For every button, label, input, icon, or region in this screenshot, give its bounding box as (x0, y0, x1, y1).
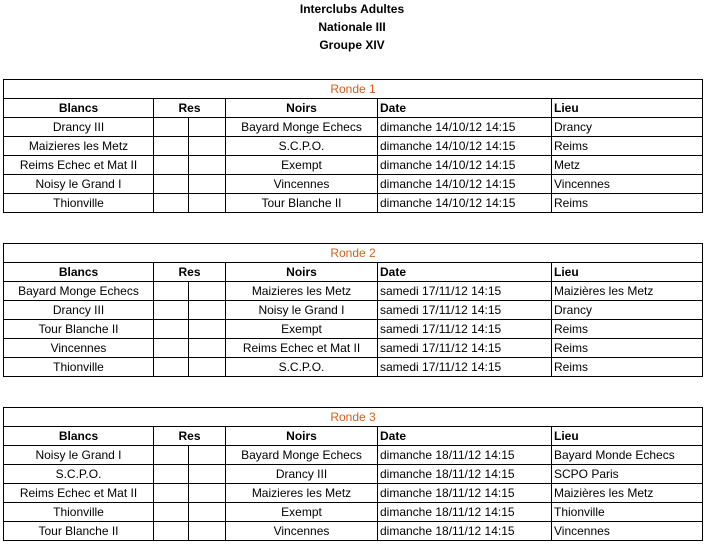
cell-res-noirs (189, 156, 226, 175)
table-row (4, 194, 703, 213)
column-header-blancs: Blancs (4, 99, 154, 118)
ronde-title-row (4, 80, 703, 99)
table-row (4, 503, 703, 522)
cell-date: samedi 17/11/12 14:15 (378, 339, 552, 358)
cell-res-blancs (154, 465, 189, 484)
table-row (4, 522, 703, 541)
cell-res-noirs (189, 446, 226, 465)
cell-date: dimanche 14/10/12 14:15 (378, 118, 552, 137)
cell-res-blancs (154, 484, 189, 503)
cell-date: samedi 17/11/12 14:15 (378, 358, 552, 377)
cell-date: dimanche 18/11/12 14:15 (378, 522, 552, 541)
table-row (4, 118, 703, 137)
column-header-row (4, 427, 703, 446)
cell-res-noirs (189, 301, 226, 320)
table-row (4, 175, 703, 194)
table-row (4, 358, 703, 377)
cell-res-noirs (189, 175, 226, 194)
cell-lieu: Vincennes (552, 522, 703, 541)
header-title: Interclubs Adultes (299, 2, 405, 16)
cell-res-noirs (189, 522, 226, 541)
cell-noirs: Tour Blanche II (226, 194, 378, 213)
column-header-res: Res (154, 263, 226, 282)
cell-res-blancs (154, 175, 189, 194)
column-header-date: Date (378, 99, 552, 118)
cell-blancs: Bayard Monge Echecs (4, 282, 154, 301)
column-header-blancs: Blancs (4, 427, 154, 446)
cell-lieu: Vincennes (552, 175, 703, 194)
cell-res-blancs (154, 358, 189, 377)
cell-date: samedi 17/11/12 14:15 (378, 282, 552, 301)
cell-blancs: Thionville (4, 358, 154, 377)
cell-date: dimanche 14/10/12 14:15 (378, 175, 552, 194)
cell-res-blancs (154, 446, 189, 465)
column-header-date: Date (378, 263, 552, 282)
cell-date: dimanche 14/10/12 14:15 (378, 137, 552, 156)
cell-blancs: Vincennes (4, 339, 154, 358)
cell-res-blancs (154, 301, 189, 320)
cell-lieu: Maizières les Metz (552, 484, 703, 503)
ronde-table-2 (3, 243, 703, 377)
cell-res-noirs (189, 339, 226, 358)
cell-res-blancs (154, 118, 189, 137)
ronde-title-row (4, 244, 703, 263)
cell-noirs: Maizieres les Metz (226, 484, 378, 503)
cell-blancs: Drancy III (4, 301, 154, 320)
cell-date: dimanche 18/11/12 14:15 (378, 484, 552, 503)
cell-lieu: Bayard Monde Echecs (552, 446, 703, 465)
ronde-title: Ronde 3 (4, 408, 703, 427)
column-header-noirs: Noirs (226, 427, 378, 446)
cell-res-blancs (154, 137, 189, 156)
cell-blancs: Reims Echec et Mat II (4, 484, 154, 503)
cell-blancs: Thionville (4, 194, 154, 213)
cell-date: dimanche 14/10/12 14:15 (378, 194, 552, 213)
cell-blancs: Thionville (4, 503, 154, 522)
cell-blancs: Noisy le Grand I (4, 446, 154, 465)
cell-noirs: Exempt (226, 503, 378, 522)
cell-res-noirs (189, 465, 226, 484)
cell-lieu: Drancy (552, 301, 703, 320)
ronde-title: Ronde 1 (4, 80, 703, 99)
cell-res-noirs (189, 194, 226, 213)
cell-res-noirs (189, 320, 226, 339)
column-header-lieu: Lieu (552, 99, 703, 118)
cell-noirs: Vincennes (226, 175, 378, 194)
cell-noirs: Noisy le Grand I (226, 301, 378, 320)
cell-res-blancs (154, 339, 189, 358)
cell-res-noirs (189, 118, 226, 137)
ronde-table-1 (3, 79, 703, 213)
cell-res-noirs (189, 503, 226, 522)
cell-lieu: Reims (552, 194, 703, 213)
table-row (4, 301, 703, 320)
cell-blancs: Noisy le Grand I (4, 175, 154, 194)
cell-res-blancs (154, 194, 189, 213)
cell-lieu: Reims (552, 320, 703, 339)
cell-blancs: Tour Blanche II (4, 320, 154, 339)
cell-date: dimanche 18/11/12 14:15 (378, 465, 552, 484)
cell-date: dimanche 18/11/12 14:15 (378, 446, 552, 465)
cell-date: samedi 17/11/12 14:15 (378, 301, 552, 320)
ronde-title-row (4, 408, 703, 427)
cell-date: dimanche 14/10/12 14:15 (378, 156, 552, 175)
cell-lieu: Reims (552, 358, 703, 377)
column-header-noirs: Noirs (226, 99, 378, 118)
cell-noirs: Bayard Monge Echecs (226, 118, 378, 137)
table-row (4, 282, 703, 301)
column-header-res: Res (154, 427, 226, 446)
cell-noirs: Drancy III (226, 465, 378, 484)
cell-noirs: Bayard Monge Echecs (226, 446, 378, 465)
column-header-row (4, 263, 703, 282)
cell-res-blancs (154, 320, 189, 339)
column-header-lieu: Lieu (552, 427, 703, 446)
cell-noirs: Exempt (226, 156, 378, 175)
cell-res-noirs (189, 282, 226, 301)
cell-noirs: Maizieres les Metz (226, 282, 378, 301)
cell-res-blancs (154, 282, 189, 301)
cell-blancs: Drancy III (4, 118, 154, 137)
column-header-date: Date (378, 427, 552, 446)
cell-lieu: Maizières les Metz (552, 282, 703, 301)
cell-res-blancs (154, 522, 189, 541)
ronde-table-3 (3, 407, 703, 541)
cell-res-blancs (154, 156, 189, 175)
cell-date: dimanche 18/11/12 14:15 (378, 503, 552, 522)
column-header-noirs: Noirs (226, 263, 378, 282)
table-row (4, 137, 703, 156)
table-row (4, 465, 703, 484)
cell-lieu: Reims (552, 137, 703, 156)
table-row (4, 339, 703, 358)
column-header-blancs: Blancs (4, 263, 154, 282)
cell-res-noirs (189, 137, 226, 156)
table-row (4, 484, 703, 503)
cell-lieu: Drancy (552, 118, 703, 137)
cell-lieu: Metz (552, 156, 703, 175)
cell-noirs: Exempt (226, 320, 378, 339)
cell-noirs: Reims Echec et Mat II (226, 339, 378, 358)
column-header-row (4, 99, 703, 118)
cell-noirs: Vincennes (226, 522, 378, 541)
header-group: Groupe XIV (319, 38, 385, 52)
table-row (4, 320, 703, 339)
cell-blancs: S.C.P.O. (4, 465, 154, 484)
header-division: Nationale III (318, 20, 386, 34)
ronde-title: Ronde 2 (4, 244, 703, 263)
cell-res-noirs (189, 358, 226, 377)
cell-date: samedi 17/11/12 14:15 (378, 320, 552, 339)
page-header (0, 0, 704, 54)
cell-lieu: SCPO Paris (552, 465, 703, 484)
cell-noirs: S.C.P.O. (226, 137, 378, 156)
cell-noirs: S.C.P.O. (226, 358, 378, 377)
cell-lieu: Reims (552, 339, 703, 358)
table-row (4, 156, 703, 175)
cell-blancs: Tour Blanche II (4, 522, 154, 541)
cell-res-noirs (189, 484, 226, 503)
cell-lieu: Thionville (552, 503, 703, 522)
cell-blancs: Reims Echec et Mat II (4, 156, 154, 175)
table-row (4, 446, 703, 465)
cell-blancs: Maizieres les Metz (4, 137, 154, 156)
column-header-lieu: Lieu (552, 263, 703, 282)
cell-res-blancs (154, 503, 189, 522)
column-header-res: Res (154, 99, 226, 118)
